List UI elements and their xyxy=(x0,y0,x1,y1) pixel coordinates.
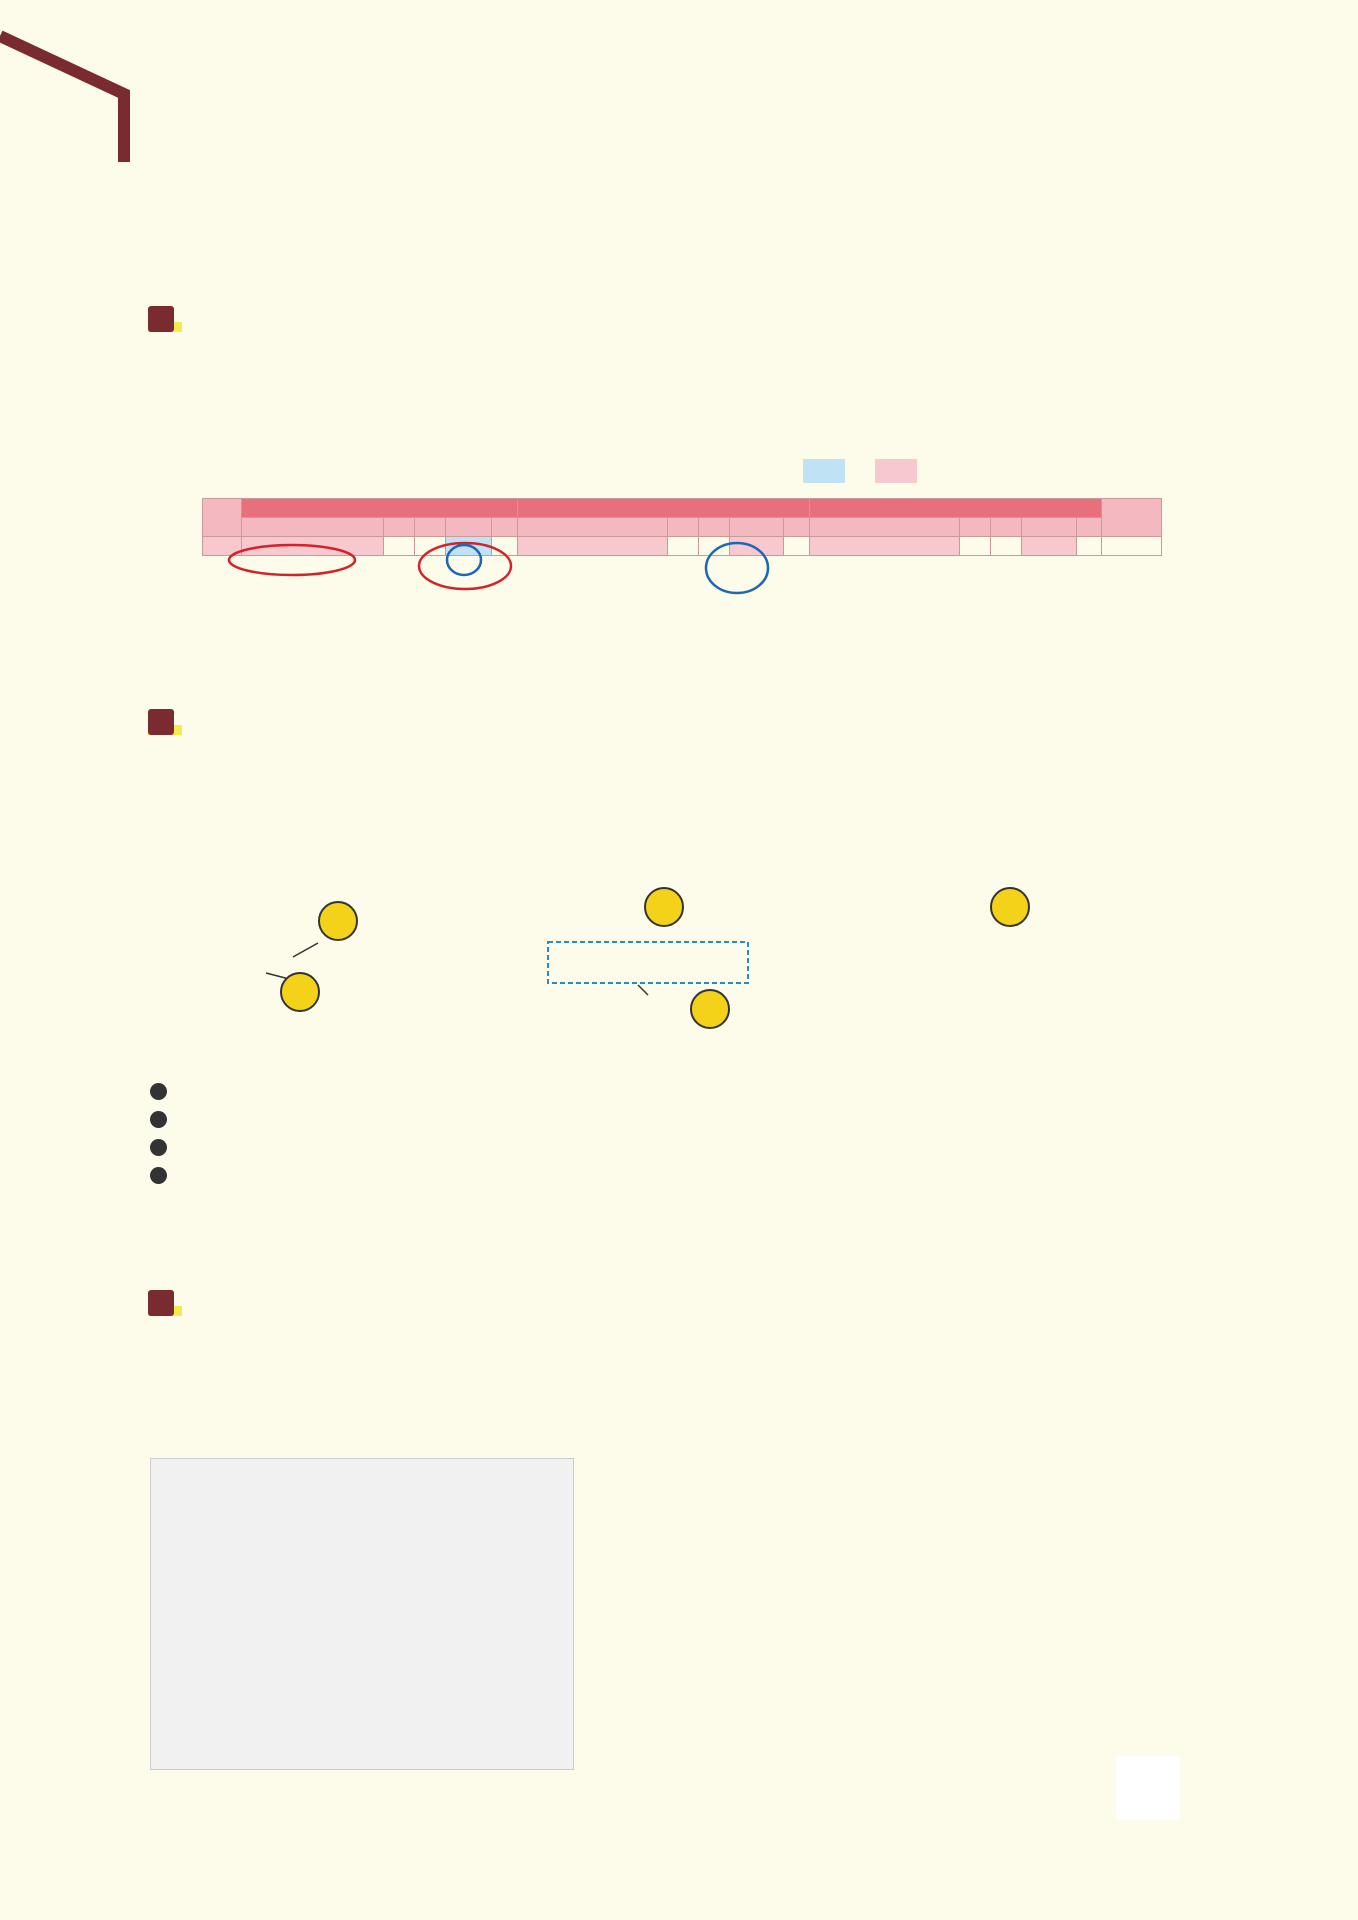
curriculum-cell xyxy=(414,537,445,556)
corner-chevron-decoration xyxy=(0,30,140,170)
section-3-number xyxy=(148,1290,174,1316)
step-number xyxy=(150,1167,167,1184)
year-cell xyxy=(203,537,242,556)
marker-pointer-line xyxy=(293,943,318,957)
year-header xyxy=(203,499,242,537)
col-head xyxy=(383,518,414,537)
col-head xyxy=(492,518,518,537)
legend-blue-swatch xyxy=(803,459,845,483)
section-2-heading xyxy=(148,709,182,735)
curriculum-cell xyxy=(518,537,668,556)
curriculum-cell xyxy=(810,537,960,556)
col-head xyxy=(414,518,445,537)
step-item xyxy=(150,1111,1210,1139)
section-1-heading xyxy=(148,306,182,332)
col-head xyxy=(810,518,960,537)
curriculum-cell xyxy=(383,537,414,556)
col-head xyxy=(991,518,1022,537)
qr-code-image xyxy=(1116,1756,1180,1820)
credits-cell xyxy=(1102,537,1162,556)
marker-2-circle xyxy=(280,972,320,1012)
curriculum-cell xyxy=(445,537,492,556)
step-item xyxy=(150,1139,1210,1167)
section-3-heading xyxy=(148,1290,182,1316)
group-header xyxy=(241,499,518,518)
qr-code-icon[interactable] xyxy=(1116,1756,1180,1820)
curriculum-cell xyxy=(492,537,518,556)
col-head xyxy=(518,518,668,537)
schedule-subheading xyxy=(148,833,154,857)
curriculum-cell xyxy=(668,537,699,556)
marker-4-circle xyxy=(644,887,684,927)
legend-pink-swatch xyxy=(875,459,917,483)
overlap-dashed-box xyxy=(548,942,748,983)
schedule-thumbnail-image xyxy=(151,1459,574,1770)
schedule-document-thumbnail xyxy=(150,1458,574,1770)
col-head xyxy=(699,518,730,537)
step-item xyxy=(150,1167,1210,1195)
col-head xyxy=(445,518,492,537)
marker-4-circle xyxy=(990,887,1030,927)
step-number xyxy=(150,1111,167,1128)
col-head xyxy=(784,518,810,537)
marker-pointer-line xyxy=(638,985,648,995)
step-item xyxy=(150,1083,1210,1111)
col-head xyxy=(1022,518,1076,537)
col-head xyxy=(730,518,784,537)
col-head xyxy=(241,518,383,537)
credits-header xyxy=(1102,499,1162,537)
curriculum-cell xyxy=(991,537,1022,556)
step-number xyxy=(150,1083,167,1100)
marker-3-circle xyxy=(690,989,730,1029)
method-legend xyxy=(803,459,925,483)
section-1-number xyxy=(148,306,174,332)
curriculum-cell xyxy=(960,537,991,556)
curriculum-row xyxy=(203,537,1162,556)
curriculum-table xyxy=(202,498,1162,556)
curriculum-cell xyxy=(784,537,810,556)
group-header xyxy=(810,499,1102,518)
curriculum-cell xyxy=(241,537,383,556)
col-head xyxy=(960,518,991,537)
step-number xyxy=(150,1139,167,1156)
col-head xyxy=(668,518,699,537)
section-2-number xyxy=(148,709,174,735)
marker-1-circle xyxy=(318,901,358,941)
col-head xyxy=(1076,518,1102,537)
steps-list xyxy=(150,1083,1210,1195)
curriculum-cell xyxy=(1076,537,1102,556)
curriculum-cell xyxy=(730,537,784,556)
curriculum-table-wrap xyxy=(202,498,1162,556)
group-header xyxy=(518,499,810,518)
curriculum-cell xyxy=(699,537,730,556)
curriculum-cell xyxy=(1022,537,1076,556)
